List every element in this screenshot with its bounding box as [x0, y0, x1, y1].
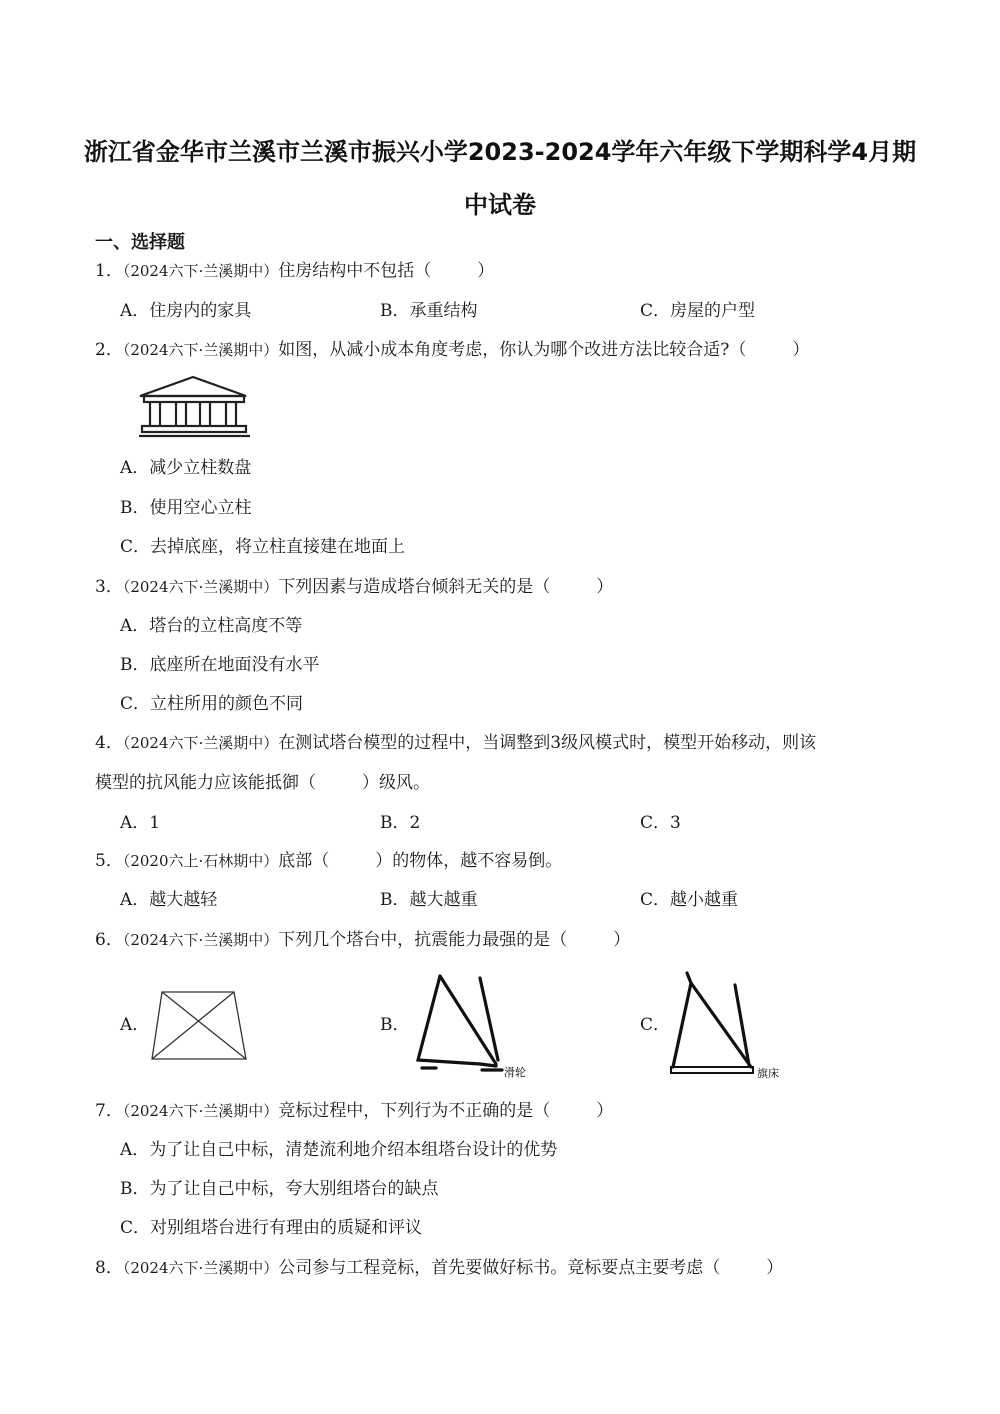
question-4 [95, 732, 816, 754]
question-text-end: ）级风。 [362, 773, 430, 793]
question-4-line-2 [95, 772, 430, 794]
question-source: （2024六下·兰溪期中） [122, 341, 279, 359]
q2-option-c: C．去掉底座，将立柱直接建在地面上 [120, 537, 406, 557]
question-8 [95, 1257, 783, 1279]
question-text: 公司参与工程竞标，首先要做好标书。竞标要点主要考虑（ [278, 1258, 721, 1278]
question-text: 在测试塔台模型的过程中，当调整到3级风模式时，模型开始移动，则该 [278, 733, 817, 753]
q1-option-b: B．承重结构 [380, 301, 478, 321]
pulley-label: 滑轮 [504, 1066, 526, 1079]
q2-option-b: B．使用空心立柱 [120, 498, 252, 518]
q6-option-a: A． [120, 1015, 150, 1035]
question-7 [95, 1100, 613, 1122]
question-text-end: ） [792, 340, 810, 360]
question-text-end: ） [766, 1258, 784, 1278]
q6-option-b: B． [380, 1015, 410, 1035]
question-number: 4． [95, 733, 123, 753]
question-text: 住房结构中不包括（ [278, 261, 432, 281]
question-text-end: ）的物体，越不容易倒。 [375, 851, 563, 871]
temple-tower-figure [136, 374, 256, 440]
question-number: 3． [95, 577, 123, 597]
question-text: 如图，从减小成本角度考虑，你认为哪个改进方法比较合适?（ [278, 340, 747, 360]
question-source: （2024六下·兰溪期中） [122, 262, 279, 280]
question-text-end: ） [596, 1101, 614, 1121]
question-source: （2024六下·兰溪期中） [122, 1259, 279, 1277]
q3-option-c: C．立柱所用的颜色不同 [120, 694, 304, 714]
q3-option-b: B．底座所在地面没有水平 [120, 655, 320, 675]
question-1 [95, 260, 494, 282]
question-text: 模型的抗风能力应该能抵御（ [95, 773, 316, 793]
question-source: （2024六下·兰溪期中） [122, 931, 279, 949]
question-source: （2024六下·兰溪期中） [122, 578, 279, 596]
question-text: 下列因素与造成塔台倾斜无关的是（ [278, 577, 551, 597]
question-3 [95, 576, 613, 598]
question-5 [95, 850, 562, 872]
question-source: （2024六下·兰溪期中） [122, 734, 279, 752]
q2-option-a: A．减少立柱数盘 [120, 458, 252, 478]
question-number: 1． [95, 261, 123, 281]
q1-option-a: A．住房内的家具 [120, 301, 252, 321]
question-source: （2024六下·兰溪期中） [122, 1102, 279, 1120]
q5-option-b: B．越大越重 [380, 890, 478, 910]
question-6 [95, 929, 630, 951]
q6-option-c: C． [640, 1015, 671, 1035]
question-text-end: ） [613, 930, 631, 950]
tower-figure-b [410, 972, 540, 1084]
q4-option-a: A．1 [120, 813, 161, 833]
question-source: （2020六上·石林期中） [122, 852, 279, 870]
question-text-end: ） [596, 577, 614, 597]
question-number: 7． [95, 1101, 123, 1121]
question-number: 8． [95, 1258, 123, 1278]
question-text: 竞标过程中，下列行为不正确的是（ [278, 1101, 551, 1121]
q1-option-c: C．房屋的户型 [640, 301, 756, 321]
question-text: 下列几个塔台中，抗震能力最强的是（ [278, 930, 568, 950]
q7-option-c: C．对别组塔台进行有理由的质疑和评议 [120, 1218, 423, 1238]
q3-option-a: A．塔台的立柱高度不等 [120, 616, 303, 636]
q5-option-c: C．越小越重 [640, 890, 739, 910]
q4-option-b: B．2 [380, 813, 421, 833]
question-number: 6． [95, 930, 123, 950]
question-2 [95, 339, 809, 361]
page-title-line-2: 中试卷 [464, 191, 536, 219]
question-text-end: ） [477, 261, 495, 281]
section-heading: 一、选择题 [95, 232, 185, 253]
q4-option-c: C．3 [640, 813, 681, 833]
question-number: 5． [95, 851, 123, 871]
question-number: 2． [95, 340, 123, 360]
q7-option-a: A．为了让自己中标，清楚流利地介绍本组塔台设计的优势 [120, 1140, 558, 1160]
tower-figure-a [148, 988, 258, 1064]
base-label: 旗床 [757, 1067, 779, 1080]
q5-option-a: A．越大越轻 [120, 890, 218, 910]
question-text: 底部（ [278, 851, 330, 871]
tower-figure-c [665, 965, 795, 1085]
page-title: 浙江省金华市兰溪市兰溪市振兴小学2023-2024学年六年级下学期科学4月期 [83, 138, 917, 166]
q7-option-b: B．为了让自己中标，夸大别组塔台的缺点 [120, 1179, 439, 1199]
